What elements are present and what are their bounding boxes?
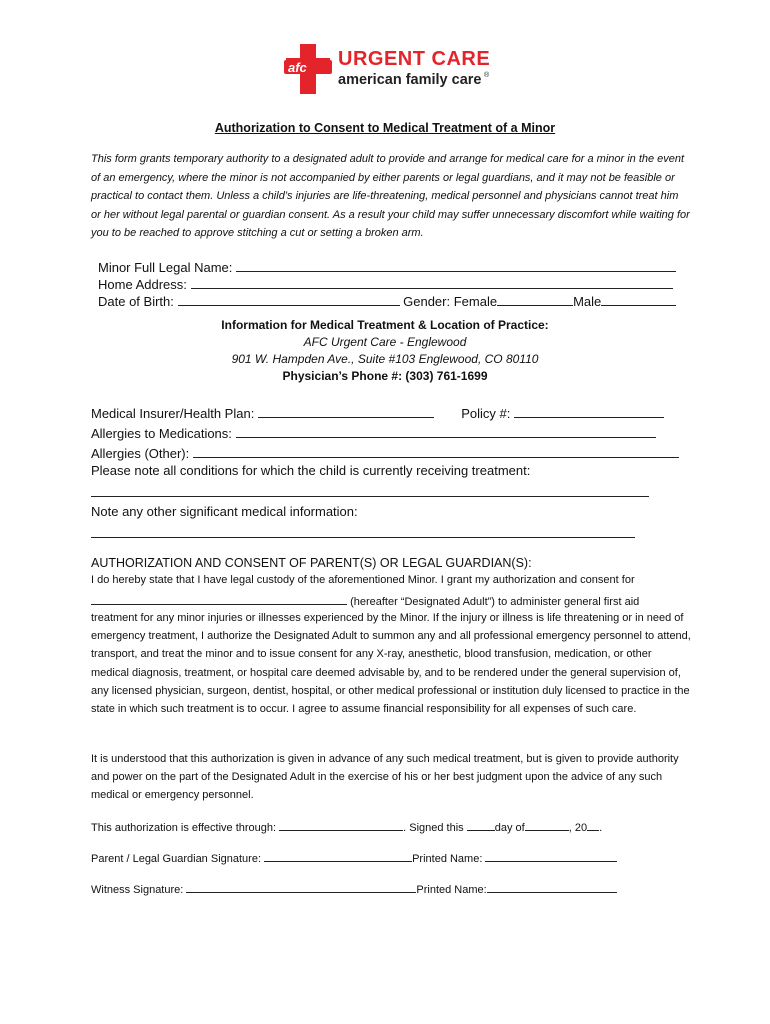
home-address-row [98,275,673,292]
other-info-field[interactable] [91,525,635,538]
allergies-meds-row [91,424,656,441]
allergies-other-row [91,444,679,461]
minor-name-label: Minor Full Legal Name: [98,260,233,275]
witness-printed-name-label: Printed Name: [416,884,487,896]
allergies-other-field[interactable] [193,444,679,458]
home-address-field[interactable] [191,275,673,289]
gender-male-label: Male [573,294,602,309]
practice-heading: Information for Medical Treatment & Location of Practice: [221,318,549,332]
parent-printed-name-field[interactable] [485,849,617,862]
witness-signature-label: Witness Signature: [91,884,184,896]
signed-month-field[interactable] [525,818,569,831]
day-of-label: day of [494,822,525,834]
minor-name-field[interactable] [236,258,676,272]
authorization-line1: I do hereby state that I have legal custody of the aforementioned Minor. I grant my authorization and consent for [91,574,635,586]
logo-registered-mark: ® [484,72,490,79]
designated-adult-row [91,592,639,608]
authorization-body: treatment for any minor injuries or illnesses experienced by the Minor. If the injury or illness is life threatening or in need of emergency treatment, I authorize the Designated Adult to summon any and all professional emergency personnel to attend, transport, and treat the minor and to issue consent for any X-ray, anesthetic, blood transfusion, medication, or other medical diagnosis, treatment, or hospital care deemed advisable by, and to be rendered under the general supervision of, any licensed physician, surgeon, dentist, hospital, or other medical professional or institution duly licensed to practice in the state in which such treatment is to occur. I agree to assume financial responsibility for all expenses of such care. [91,612,691,716]
parent-signature-row [91,849,617,865]
witness-signature-field[interactable] [186,880,416,893]
insurer-row [91,404,664,421]
logo-american-family-care: american family care [338,72,482,88]
year-suffix-label: . [599,822,603,834]
logo-badge-text: afc [288,60,307,75]
conditions-field[interactable] [91,484,649,497]
signed-this-label: . Signed this [403,822,464,834]
parent-printed-name-label: Printed Name: [412,853,483,865]
signed-day-field[interactable] [467,818,495,831]
insurer-field[interactable] [258,404,434,418]
practice-address: 901 W. Hampden Ave., Suite #103 Englewood, CO 80110 [231,352,539,366]
designated-adult-suffix: (hereafter “Designated Adult”) to administer general first aid [350,596,640,608]
year-prefix-label: , 20 [568,822,588,834]
policy-field[interactable] [514,404,664,418]
form-title: Authorization to Consent to Medical Treatment of a Minor [214,121,556,135]
dob-field[interactable] [178,292,400,306]
other-info-label: Note any other significant medical information: [91,504,358,519]
allergies-meds-field[interactable] [236,424,656,438]
female-field[interactable] [497,292,573,306]
practice-name: AFC Urgent Care - Englewood [303,335,467,349]
logo-urgent-care: URGENT CARE [338,48,491,70]
allergies-meds-label: Allergies to Medications: [91,426,232,441]
effective-label: This authorization is effective through: [91,822,277,834]
intro-paragraph: This form grants temporary authority to a designated adult to provide and arrange for medical care for a minor in the event of an emergency, where the minor is not accompanied by either parents or legal guardians, and it may not be feasible or practical to contact them. Unless a child’s injuries are life-threatening, medical personnel and physicians cannot treat him or her without legal parental or guardian consent. As a result your child may suffer unnecessary discomfort while waiting for you to be reached to approve stitching a cut or setting a broken arm. [91,153,690,239]
dob-label: Date of Birth: [98,294,174,309]
afc-logo [282,42,497,98]
effective-row [91,818,602,834]
witness-printed-name-field[interactable] [487,880,617,893]
designated-adult-field[interactable] [91,592,347,605]
conditions-label: Please note all conditions for which the child is currently receiving treatment: [91,463,531,478]
signed-year-field[interactable] [587,818,599,831]
policy-label: Policy #: [461,406,511,421]
gender-female-label: Gender: Female [403,294,498,309]
authorization-heading: AUTHORIZATION AND CONSENT OF PARENT(S) OR LEGAL GUARDIAN(S): [91,556,532,570]
physician-phone: Physician’s Phone #: (303) 761-1699 [282,369,488,383]
male-field[interactable] [601,292,676,306]
effective-date-field[interactable] [279,818,403,831]
allergies-other-label: Allergies (Other): [91,446,190,461]
understood-paragraph: It is understood that this authorization is given in advance of any such medical treatment, but is given to provide authority and power on the part of the Designated Adult in the exercise of his or her best judgment upon the advice of any such medical or emergency personnel. [91,753,679,802]
home-address-label: Home Address: [98,277,187,292]
dob-gender-row [98,292,676,309]
minor-name-row [98,258,676,275]
parent-signature-label: Parent / Legal Guardian Signature: [91,853,262,865]
insurer-label: Medical Insurer/Health Plan: [91,406,255,421]
witness-signature-row [91,880,617,896]
parent-signature-field[interactable] [264,849,412,862]
